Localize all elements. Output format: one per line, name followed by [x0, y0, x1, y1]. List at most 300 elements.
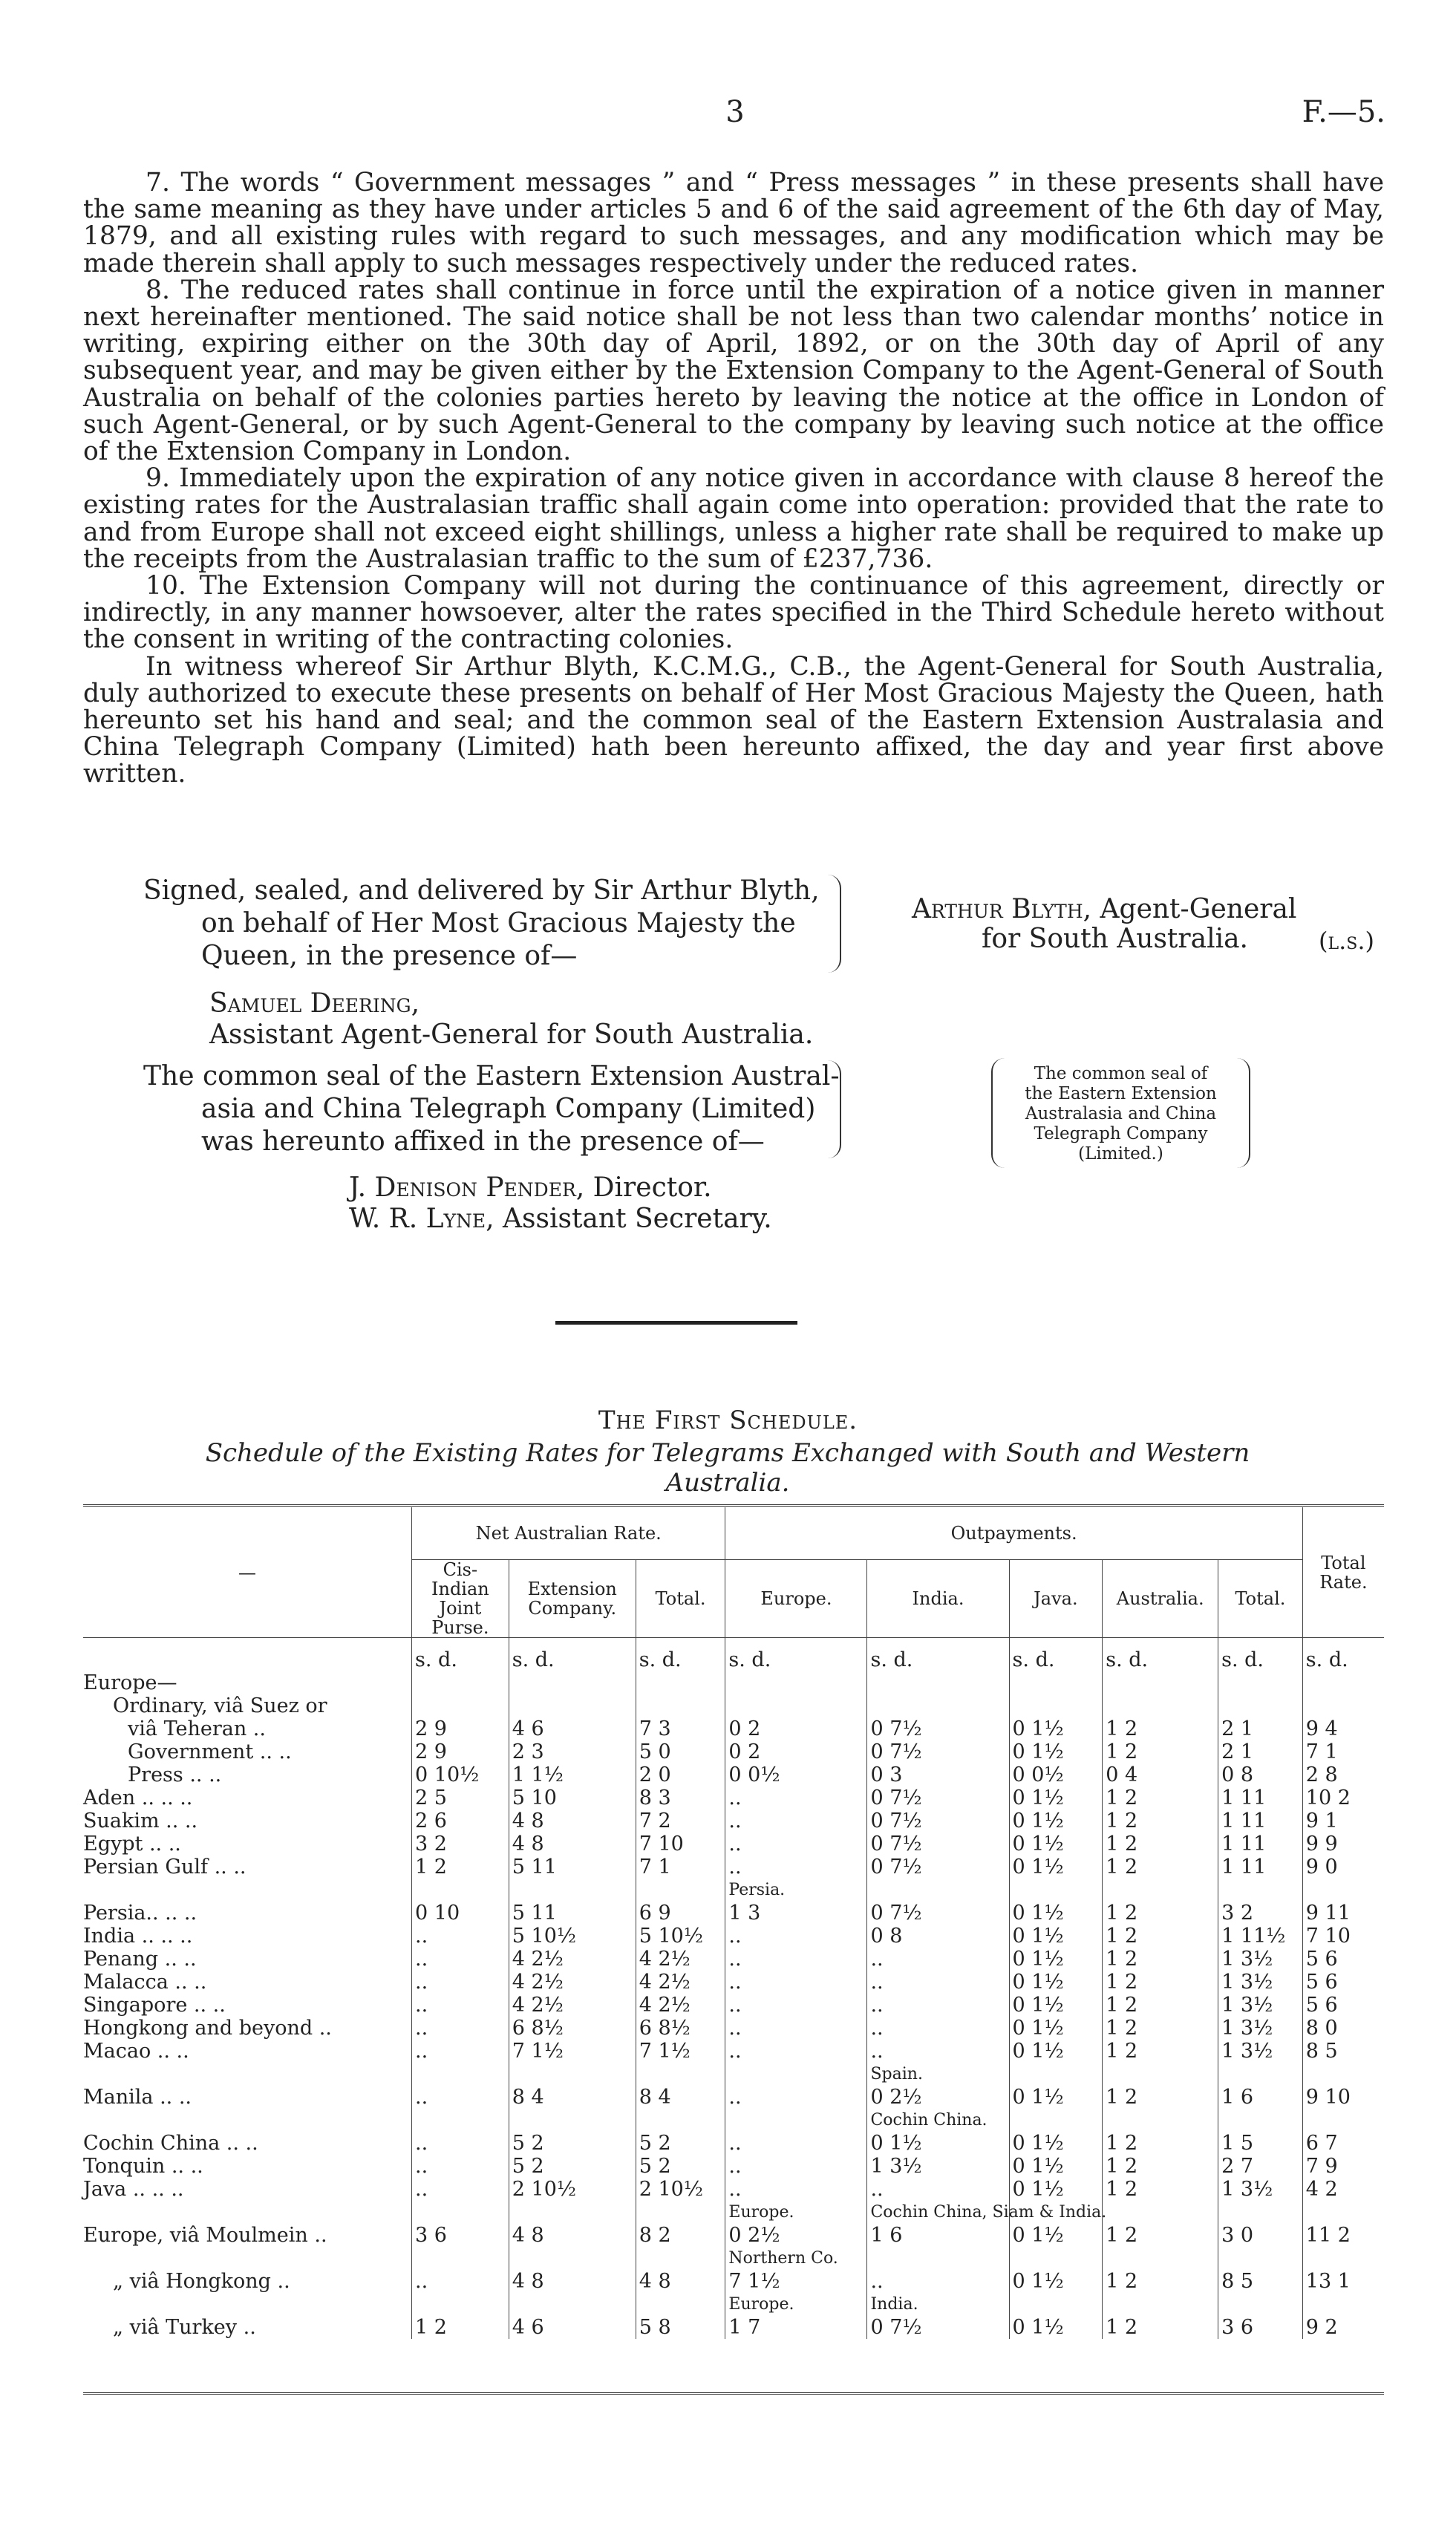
witness-comma: , [411, 988, 420, 1019]
cell-cis: 2 5 [412, 1786, 509, 1809]
cell-otot: 8 5 [1218, 2270, 1303, 2293]
cell-place: Malacca .. .. [83, 1971, 207, 1994]
cell-rate: 8 5 [1302, 2040, 1384, 2063]
cell-ext: 4 2½ [509, 1971, 636, 1994]
cell-ind: 0 7½ [867, 1786, 1009, 1809]
cell-otot: 1 3½ [1218, 1994, 1303, 2017]
cell-eur: 0 0½ [725, 1763, 867, 1786]
cell-cis: .. [412, 1925, 509, 1948]
cell-eur: 1 7 [725, 2316, 867, 2339]
table-row [83, 2178, 1384, 2201]
cell-eur: Europe. [725, 2293, 867, 2316]
cell-place: Suakim .. .. [83, 1809, 198, 1833]
cell-otot: 1 5 [1218, 2132, 1303, 2155]
cell-rate [1302, 2201, 1384, 2224]
table-row [83, 2063, 1384, 2086]
table-row [83, 2109, 1384, 2132]
cell-place: Aden .. .. .. [83, 1786, 193, 1809]
cell-rate: 9 10 [1302, 2086, 1384, 2109]
cell-ext [509, 2247, 636, 2270]
cell-place [83, 1879, 412, 1902]
cell-aus: 1 2 [1103, 1740, 1218, 1763]
cell-ind: .. [867, 1948, 1009, 1971]
cell-ind [867, 1694, 1009, 1717]
cell-jav [1009, 1671, 1103, 1694]
header-cis-indian: Cis-Indian Joint Purse. [412, 1560, 509, 1638]
cell-ntot: 7 2 [636, 1809, 725, 1833]
cell-otot [1218, 1671, 1303, 1694]
cell-rate: 5 6 [1302, 1948, 1384, 1971]
cell-cis: .. [412, 2270, 509, 2293]
table-row [83, 2224, 1384, 2247]
table-row [83, 1833, 1384, 1856]
cell-jav [1009, 1879, 1103, 1902]
seal-line-1: The common seal of the Eastern Extension Austral- [143, 1061, 840, 1091]
cell-ntot: 4 2½ [636, 1994, 725, 2017]
cell-ntot: 5 2 [636, 2155, 725, 2178]
table-row [83, 1856, 1384, 1879]
cell-jav [1009, 2293, 1103, 2316]
seal-text-line: The common seal of [1034, 1064, 1208, 1083]
cell-eur: 1 3 [725, 1902, 867, 1925]
cell-rate [1302, 2109, 1384, 2132]
cell-place: Java .. .. .. [83, 2178, 184, 2201]
cell-eur: 0 2 [725, 1740, 867, 1763]
cell-eur: .. [725, 2086, 867, 2109]
cell-otot: 1 3½ [1218, 2040, 1303, 2063]
cell-cis: .. [412, 2040, 509, 2063]
director-name: J. Denison Pender [349, 1172, 576, 1203]
cell-ind: 0 1½ [867, 2132, 1009, 2155]
cell-ext: 5 11 [509, 1856, 636, 1879]
header-extension-company: Extension Company. [509, 1560, 636, 1638]
schedule-title: The First Schedule. [598, 1406, 858, 1435]
cell-otot: 3 6 [1218, 2316, 1303, 2339]
clause-8: 8. The reduced rates shall continue in force until the expiration of a notice given in manner next hereinafter mentioned. The said notice shall be not less than two calendar months’ notice in writing, expiring either on the 30th day of April, 1892, or on the 30th day of April of any subsequent year, and may be given either by the Extension Company to the Agent-General of South Australia on behalf of the colonies parties hereto by leaving the notice at the office in London of such Agent-General, or by such Agent-General to the company by leaving such notice at the office of the Extension Company in London. [83, 275, 1384, 467]
director-title: , Director. [575, 1172, 712, 1203]
cell-otot [1218, 2247, 1303, 2270]
cell-rate [1302, 1671, 1384, 1694]
cell-ntot [636, 1694, 725, 1717]
cell-aus: 1 2 [1103, 2178, 1218, 2201]
cell-aus: 1 2 [1103, 2155, 1218, 2178]
cell-ind: 0 7½ [867, 1809, 1009, 1833]
witness-signature [209, 988, 420, 1020]
cell-aus: 1 2 [1103, 1809, 1218, 1833]
cell-ind: .. [867, 1994, 1009, 2017]
header-net-rate: Net Australian Rate. [412, 1507, 725, 1560]
cell-eur: .. [725, 2132, 867, 2155]
cell-cis: 2 9 [412, 1717, 509, 1740]
cell-cis [412, 2247, 509, 2270]
page-number: 3 [725, 95, 745, 129]
cell-jav: 0 1½ [1009, 2155, 1103, 2178]
cell-ext [509, 2109, 636, 2132]
cell-otot: 2 1 [1218, 1740, 1303, 1763]
cell-place: viâ Teheran .. [128, 1717, 266, 1740]
witness-clause: In witness whereof Sir Arthur Blyth, K.C.M.G., C.B., the Agent-General for South Australia, duly authorized to execute these presents on behalf of Her Most Gracious Majesty the Queen, hath hereunto set his hand and seal; and the common seal of the Eastern Extension Australasia and China Telegraph Company (Limited) hath been hereunto affixed, the day and year first above written. [83, 651, 1384, 789]
cell-jav [1009, 2109, 1103, 2132]
spacer-row [83, 1638, 1384, 1649]
cell-eur: 7 1½ [725, 2270, 867, 2293]
cell-otot: 1 3½ [1218, 1948, 1303, 1971]
cell-ind: .. [867, 2017, 1009, 2040]
company-seal [991, 1058, 1250, 1168]
cell-place: Europe, viâ Moulmein .. [83, 2224, 327, 2247]
cell-cis: 1 2 [412, 2316, 509, 2339]
cell-otot: 1 11 [1218, 1833, 1303, 1856]
witness-title: Assistant Agent-General for South Australia. [209, 1019, 814, 1050]
cell-ntot: 2 10½ [636, 2178, 725, 2201]
cell-jav: 0 1½ [1009, 1925, 1103, 1948]
units-row [83, 1648, 1384, 1671]
secretary-signature [349, 1203, 772, 1236]
cell-otot [1218, 2063, 1303, 2086]
cell-eur: Persia. [725, 1879, 867, 1902]
cell-ind: Cochin China. [867, 2109, 1009, 2132]
section-divider [555, 1321, 797, 1325]
header-total-rate: Total Rate. [1302, 1507, 1384, 1638]
cell-eur: .. [725, 2178, 867, 2201]
company-seal-block [143, 1060, 841, 1158]
table-row [83, 1763, 1384, 1786]
header-net-total: Total. [636, 1560, 725, 1638]
cell-ext: 4 8 [509, 2270, 636, 2293]
cell-otot: 1 11 [1218, 1856, 1303, 1879]
cell-otot: 1 3½ [1218, 1971, 1303, 1994]
cell-ind [867, 2247, 1009, 2270]
cell-ext: 2 3 [509, 1740, 636, 1763]
cell-rate: 9 11 [1302, 1902, 1384, 1925]
cell-eur [725, 1694, 867, 1717]
cell-aus [1103, 2063, 1218, 2086]
cell-eur [725, 1671, 867, 1694]
units-label: s. d. [867, 1648, 1009, 1671]
cell-place [83, 2247, 412, 2270]
table-row [83, 1948, 1384, 1971]
cell-ntot: 4 8 [636, 2270, 725, 2293]
cell-ind: .. [867, 2270, 1009, 2293]
cell-ext: 4 6 [509, 1717, 636, 1740]
table-row [83, 2316, 1384, 2339]
cell-ext: 4 8 [509, 2224, 636, 2247]
cell-rate: 9 1 [1302, 1809, 1384, 1833]
cell-aus: 1 2 [1103, 1717, 1218, 1740]
seal-text-line: Telegraph Company [1034, 1124, 1208, 1143]
table-row [83, 1879, 1384, 1902]
cell-aus: 1 2 [1103, 2316, 1218, 2339]
cell-place: Manila .. .. [83, 2086, 192, 2109]
header-europe: Europe. [725, 1560, 867, 1638]
cell-ext [509, 2201, 636, 2224]
cell-ntot: 7 10 [636, 1833, 725, 1856]
cell-eur: .. [725, 1786, 867, 1809]
cell-ntot [636, 1879, 725, 1902]
cell-ext: 5 2 [509, 2155, 636, 2178]
cell-place: „ viâ Hongkong .. [113, 2270, 290, 2293]
cell-jav: 0 1½ [1009, 1717, 1103, 1740]
cell-rate [1302, 1694, 1384, 1717]
cell-ntot: 6 8½ [636, 2017, 725, 2040]
signed-sealed-block [143, 875, 841, 973]
cell-ext [509, 2063, 636, 2086]
cell-cis: 2 6 [412, 1809, 509, 1833]
cell-eur: .. [725, 2155, 867, 2178]
cell-ntot: 5 8 [636, 2316, 725, 2339]
witness-name: Samuel Deering [209, 988, 411, 1019]
units-label: s. d. [1009, 1648, 1103, 1671]
cell-ind: 0 7½ [867, 1856, 1009, 1879]
cell-eur: Northern Co. [725, 2247, 867, 2270]
units-label: s. d. [1218, 1648, 1303, 1671]
cell-place: Cochin China .. .. [83, 2132, 258, 2155]
cell-eur: .. [725, 1833, 867, 1856]
cell-cis: 3 2 [412, 1833, 509, 1856]
cell-ntot [636, 2247, 725, 2270]
cell-jav [1009, 2247, 1103, 2270]
cell-jav: 0 1½ [1009, 2224, 1103, 2247]
cell-place: Persia.. .. .. [83, 1902, 197, 1925]
cell-ext [509, 1694, 636, 1717]
cell-ntot [636, 1671, 725, 1694]
cell-cis: 0 10 [412, 1902, 509, 1925]
cell-cis: .. [412, 1994, 509, 2017]
cell-eur: .. [725, 1925, 867, 1948]
cell-cis: .. [412, 1948, 509, 1971]
locus-sigilli: (l.s.) [1319, 927, 1374, 955]
cell-rate: 2 8 [1302, 1763, 1384, 1786]
cell-jav: 0 1½ [1009, 1948, 1103, 1971]
cell-jav: 0 1½ [1009, 2086, 1103, 2109]
seal-line-3: was hereunto affixed in the presence of— [201, 1126, 765, 1157]
cell-eur: 0 2½ [725, 2224, 867, 2247]
cell-ind: 0 7½ [867, 2316, 1009, 2339]
units-label: s. d. [1302, 1648, 1384, 1671]
cell-place: Singapore .. .. [83, 1994, 226, 2017]
cell-jav: 0 1½ [1009, 2132, 1103, 2155]
units-label: s. d. [725, 1648, 867, 1671]
cell-aus: 1 2 [1103, 1856, 1218, 1879]
cell-eur: .. [725, 1809, 867, 1833]
cell-ext: 5 10½ [509, 1925, 636, 1948]
clause-10: 10. The Extension Company will not during the continuance of this agreement, directly or indirectly, in any manner howsoever, alter the rates specified in the Third Schedule hereto without the consent in writing of the contracting colonies. [83, 571, 1384, 655]
cell-ext: 4 8 [509, 1833, 636, 1856]
table-row [83, 1671, 1384, 1694]
cell-ext: 2 10½ [509, 2178, 636, 2201]
cell-rate [1302, 1879, 1384, 1902]
cell-otot [1218, 1879, 1303, 1902]
cell-jav: 0 1½ [1009, 2178, 1103, 2201]
cell-ntot: 7 3 [636, 1717, 725, 1740]
cell-cis: .. [412, 2155, 509, 2178]
cell-aus: 1 2 [1103, 2270, 1218, 2293]
cell-rate: 9 4 [1302, 1717, 1384, 1740]
blyth-title: , Agent-General [1083, 894, 1297, 924]
cell-ext: 5 2 [509, 2132, 636, 2155]
cell-place: Egypt .. .. [83, 1833, 181, 1856]
cell-ind: 0 7½ [867, 1717, 1009, 1740]
cell-otot: 1 3½ [1218, 2017, 1303, 2040]
cell-jav: 0 1½ [1009, 1786, 1103, 1809]
table-row [83, 1971, 1384, 1994]
cell-cis: .. [412, 2086, 509, 2109]
cell-ext: 4 6 [509, 2316, 636, 2339]
cell-otot: 1 11 [1218, 1786, 1303, 1809]
cell-aus: 1 2 [1103, 1971, 1218, 1994]
table-row [83, 1786, 1384, 1809]
agreement-clauses [83, 169, 1384, 788]
cell-aus [1103, 2247, 1218, 2270]
rates-table [83, 1507, 1384, 2339]
table-row [83, 2201, 1384, 2224]
header-out-total: Total. [1218, 1560, 1303, 1638]
seal-text-line: (Limited.) [1078, 1144, 1163, 1164]
cell-jav: 0 1½ [1009, 1994, 1103, 2017]
cell-eur [725, 2063, 867, 2086]
secretary-title: , Assistant Secretary. [486, 1204, 772, 1234]
cell-rate: 6 7 [1302, 2132, 1384, 2155]
cell-cis: 1 2 [412, 1856, 509, 1879]
table-row [83, 2040, 1384, 2063]
cell-eur: 0 2 [725, 1717, 867, 1740]
cell-ext: 5 10 [509, 1786, 636, 1809]
table-row [83, 1694, 1384, 1717]
cell-cis [412, 1694, 509, 1717]
cell-ntot: 8 2 [636, 2224, 725, 2247]
cell-jav: 0 1½ [1009, 1856, 1103, 1879]
cell-rate: 9 2 [1302, 2316, 1384, 2339]
blyth-title-2: for South Australia. [982, 924, 1248, 954]
table-row [83, 1809, 1384, 1833]
cell-place: Government .. .. [128, 1740, 292, 1763]
cell-place: Persian Gulf .. .. [83, 1856, 247, 1879]
units-label: s. d. [412, 1648, 509, 1671]
cell-cis [412, 2063, 509, 2086]
cell-place: Hongkong and beyond .. [83, 2017, 332, 2040]
cell-cis [412, 2293, 509, 2316]
schedule-subtitle: Schedule of the Existing Rates for Telegrams Exchanged with South and Western Australia. [205, 1438, 1250, 1498]
cell-cis [412, 1879, 509, 1902]
cell-aus: 1 2 [1103, 1994, 1218, 2017]
cell-ext: 6 8½ [509, 2017, 636, 2040]
cell-ntot [636, 2109, 725, 2132]
clause-7: 7. The words “ Government messages ” and “ Press messages ” in these presents shall have the same meaning as they have under articles 5 and 6 of the said agreement of the 6th day of May, 1879, and all existing rules with regard to such messages, and any modification which may be made therein shall apply to such messages respectively under the reduced rates. [83, 168, 1384, 278]
cell-ntot [636, 2063, 725, 2086]
table-row [83, 1717, 1384, 1740]
cell-ntot: 7 1½ [636, 2040, 725, 2063]
cell-ind: Cochin China, Siam & India. [867, 2201, 1009, 2224]
cell-jav: 0 1½ [1009, 1902, 1103, 1925]
cell-jav: 0 1½ [1009, 2017, 1103, 2040]
cell-place: Tonquin .. .. [83, 2155, 203, 2178]
cell-ext: 4 8 [509, 1809, 636, 1833]
cell-ext: 1 1½ [509, 1763, 636, 1786]
cell-eur: .. [725, 1994, 867, 2017]
cell-ext [509, 2293, 636, 2316]
cell-aus: 1 2 [1103, 1925, 1218, 1948]
table-row [83, 2132, 1384, 2155]
table-row [83, 2017, 1384, 2040]
cell-aus [1103, 1694, 1218, 1717]
cell-place: Macao .. .. [83, 2040, 189, 2063]
cell-jav: 0 0½ [1009, 1763, 1103, 1786]
cell-cis: .. [412, 2132, 509, 2155]
cell-otot: 3 2 [1218, 1902, 1303, 1925]
cell-otot: 1 3½ [1218, 2178, 1303, 2201]
cell-rate: 7 10 [1302, 1925, 1384, 1948]
table-row [83, 1902, 1384, 1925]
cell-otot [1218, 2201, 1303, 2224]
cell-otot [1218, 1694, 1303, 1717]
cell-cis: 3 6 [412, 2224, 509, 2247]
cell-eur [725, 2109, 867, 2132]
cell-jav: 0 1½ [1009, 1809, 1103, 1833]
secretary-name: W. R. Lyne [349, 1204, 486, 1234]
cell-ind: .. [867, 1971, 1009, 1994]
cell-rate [1302, 2293, 1384, 2316]
cell-aus [1103, 1879, 1218, 1902]
cell-eur: .. [725, 1856, 867, 1879]
cell-aus: 1 2 [1103, 2224, 1218, 2247]
cell-ind: Spain. [867, 2063, 1009, 2086]
cell-place: Press .. .. [128, 1763, 222, 1786]
cell-jav: 0 1½ [1009, 1971, 1103, 1994]
cell-ntot [636, 2293, 725, 2316]
cell-ind: .. [867, 2040, 1009, 2063]
table-row [83, 2155, 1384, 2178]
cell-rate: 9 0 [1302, 1856, 1384, 1879]
cell-ntot: 4 2½ [636, 1971, 725, 1994]
cell-cis [412, 1671, 509, 1694]
cell-aus [1103, 2293, 1218, 2316]
cell-rate: 9 9 [1302, 1833, 1384, 1856]
table-row [83, 1740, 1384, 1763]
cell-ind [867, 1879, 1009, 1902]
cell-otot [1218, 2109, 1303, 2132]
header-dash: — [83, 1507, 412, 1638]
table-bottom-rule [83, 2392, 1384, 2395]
cell-ntot: 4 2½ [636, 1948, 725, 1971]
cell-aus: 1 2 [1103, 1786, 1218, 1809]
cell-ind: India. [867, 2293, 1009, 2316]
cell-aus: 1 2 [1103, 2086, 1218, 2109]
cell-otot: 3 0 [1218, 2224, 1303, 2247]
cell-place [83, 2293, 412, 2316]
cell-jav: 0 1½ [1009, 2040, 1103, 2063]
units-label: s. d. [636, 1648, 725, 1671]
cell-ntot: 7 1 [636, 1856, 725, 1879]
cell-rate [1302, 2063, 1384, 2086]
cell-ind: 0 7½ [867, 1833, 1009, 1856]
seal-line-2: asia and China Telegraph Company (Limited) [201, 1094, 816, 1124]
cell-aus: 1 2 [1103, 2017, 1218, 2040]
cell-otot: 2 1 [1218, 1717, 1303, 1740]
blyth-signature [912, 893, 1296, 926]
cell-rate: 4 2 [1302, 2178, 1384, 2201]
cell-ind: 1 6 [867, 2224, 1009, 2247]
cell-aus [1103, 2109, 1218, 2132]
header-java: Java. [1009, 1560, 1103, 1638]
cell-jav: 0 1½ [1009, 2270, 1103, 2293]
cell-cis: .. [412, 2017, 509, 2040]
cell-otot: 2 7 [1218, 2155, 1303, 2178]
cell-place [83, 2063, 412, 2086]
cell-eur: .. [725, 1948, 867, 1971]
cell-aus [1103, 2201, 1218, 2224]
cell-place [83, 2201, 412, 2224]
signed-line-1: Signed, sealed, and delivered by Sir Arthur Blyth, [143, 875, 820, 906]
cell-ntot: 6 9 [636, 1902, 725, 1925]
